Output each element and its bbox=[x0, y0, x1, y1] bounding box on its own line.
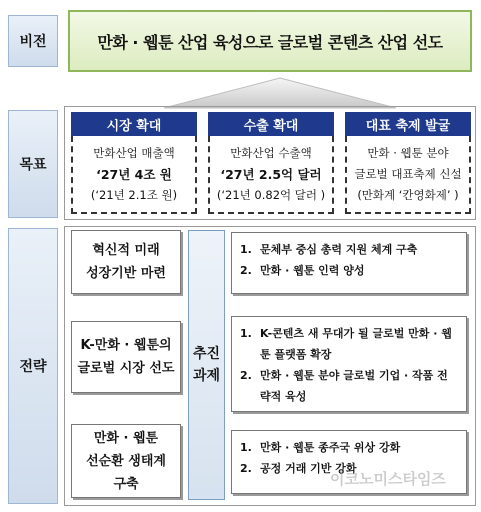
tasks-label bbox=[188, 230, 225, 500]
strategy-item-global bbox=[71, 321, 181, 393]
task-text: 만화 · 웹툰 분야 글로벌 기업 · 작품 전략적 육성 bbox=[260, 369, 448, 403]
strategy-text: K-만화 · 웹툰의 bbox=[80, 338, 172, 353]
list-item bbox=[240, 323, 458, 365]
vision-statement: 만화 · 웹툰 산업 육성으로 글로벌 콘텐츠 산업 선도 bbox=[68, 10, 472, 72]
goal-market-header: 시장 확대 bbox=[71, 112, 197, 136]
list-item bbox=[240, 365, 458, 407]
task-group-foundation bbox=[231, 232, 467, 294]
strategy-text: 만화 · 웹툰 bbox=[93, 430, 159, 446]
list-item bbox=[240, 239, 458, 260]
goal-export-metric: 만화산업 수출액 bbox=[230, 145, 312, 160]
goal-export-baseline: (‘21년 0.82억 달러 ) bbox=[216, 187, 326, 202]
tasks-label-line: 과제 bbox=[192, 368, 221, 384]
goal-market-target: ‘27년 4조 원 bbox=[96, 166, 172, 182]
task-number: 2. bbox=[240, 264, 252, 277]
list-item bbox=[240, 260, 458, 281]
goal-export-body bbox=[208, 136, 334, 214]
task-text: 공정 거래 기반 강화 bbox=[260, 462, 357, 475]
tasks-label-line: 추진 bbox=[192, 346, 221, 362]
list-item bbox=[240, 437, 458, 458]
task-number: 2. bbox=[240, 369, 252, 382]
goal-export-target: ‘27년 2.5억 달러 bbox=[220, 166, 322, 182]
task-group-global bbox=[231, 316, 467, 412]
goal-festival-body bbox=[345, 136, 471, 214]
task-text: 문체부 중심 총력 지원 체계 구축 bbox=[260, 243, 418, 256]
task-number: 1. bbox=[240, 243, 252, 256]
strategy-item-ecosystem bbox=[71, 424, 181, 498]
goal-festival-target: 글로벌 대표축제 신설 bbox=[354, 166, 462, 181]
goal-market-metric: 만화산업 매출액 bbox=[93, 145, 175, 160]
task-text: 만화 · 웹툰 종주국 위상 강화 bbox=[260, 441, 401, 454]
goal-festival-header: 대표 축제 발굴 bbox=[345, 112, 471, 136]
goal-festival-note: (만화계 ‘칸영화제’ ) bbox=[357, 187, 459, 202]
strategy-text: 혁신적 미래 bbox=[92, 243, 160, 258]
strategy-text: 글로벌 시장 선도 bbox=[77, 361, 175, 376]
task-text: K-콘텐츠 새 무대가 될 글로벌 만화 · 웹툰 플랫폼 확장 bbox=[260, 327, 452, 361]
task-number: 1. bbox=[240, 327, 252, 340]
vision-label: 비전 bbox=[8, 15, 58, 67]
goal-market-baseline: (‘21년 2.1조 원) bbox=[90, 187, 178, 202]
task-text: 만화 · 웹툰 인력 양성 bbox=[260, 264, 365, 277]
goal-export-header: 수출 확대 bbox=[208, 112, 334, 136]
up-arrow-icon bbox=[160, 76, 400, 110]
goal-market-body bbox=[71, 136, 197, 214]
strategy-label: 전략 bbox=[8, 228, 58, 504]
goal-festival-scope: 만화 · 웹툰 분야 bbox=[367, 145, 449, 160]
goals-label: 목표 bbox=[8, 110, 58, 218]
watermark: 이코노미스타임즈 bbox=[330, 470, 446, 488]
strategy-text: 선순환 생태계 bbox=[86, 453, 166, 469]
strategy-item-foundation bbox=[71, 230, 181, 294]
task-number: 1. bbox=[240, 441, 252, 454]
strategy-text: 성장기반 마련 bbox=[86, 266, 166, 281]
task-number: 2. bbox=[240, 462, 252, 475]
strategy-text: 구축 bbox=[113, 476, 139, 492]
